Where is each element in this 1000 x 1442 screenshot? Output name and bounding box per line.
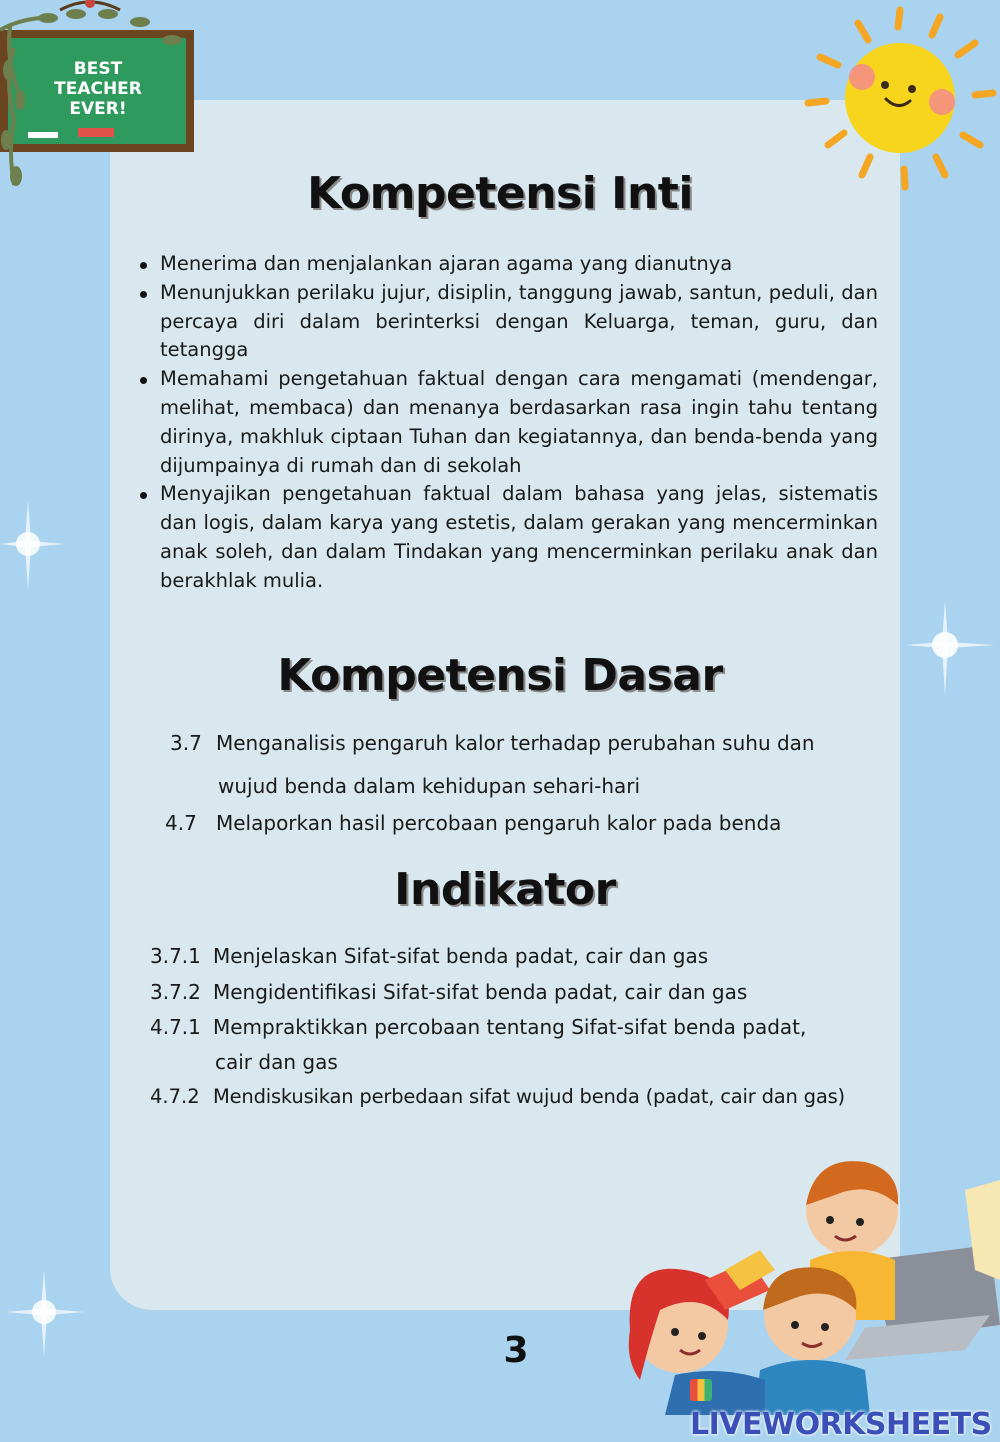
liveworksheets-icon — [690, 1379, 712, 1401]
indikator-text: Menjelaskan Sifat-sifat benda padat, cair dan gas — [213, 944, 709, 968]
list-item: Memahami pengetahuan faktual dengan cara mengamati (mendengar, melihat, membaca) dan menanya berdasarkan rasa ingin tahu tentang dirinya, makhluk ciptaan Tuhan dan kegiatannya, dan benda-benda yang dijumpainya di rumah dan di sekolah — [138, 365, 878, 480]
indikator-number: 3.7.1 — [150, 944, 201, 968]
sparkle-left-top-icon — [0, 495, 70, 595]
indikator-number: 4.7.2 — [150, 1085, 200, 1108]
list-item: Menerima dan menjalankan ajaran agama yang dianutnya — [138, 250, 878, 279]
kompetensi-inti-title: Kompetensi Inti — [307, 168, 693, 219]
indikator-text: Mempraktikkan percobaan tentang Sifat-sifat benda padat, — [213, 1015, 807, 1039]
indikator-title: Indikator — [394, 864, 616, 915]
kd-item-text: Menganalisis pengaruh kalor terhadap perubahan suhu dan — [216, 731, 815, 755]
board-line-3: EVER! — [69, 99, 127, 119]
indikator-number: 4.7.1 — [150, 1015, 201, 1039]
chalkboard-icon — [0, 0, 200, 195]
indikator-text-continued: cair dan gas — [215, 1050, 338, 1074]
kd-item-text: Melaporkan hasil percobaan pengaruh kalor pada benda — [216, 811, 782, 835]
board-line-2: TEACHER — [54, 79, 142, 99]
indikator-text: Mendiskusikan perbedaan sifat wujud benda (padat, cair dan gas) — [213, 1085, 845, 1108]
indikator-text: Mengidentifikasi Sifat-sifat benda padat, cair dan gas — [213, 980, 748, 1004]
kd-item-text-continued: wujud benda dalam kehidupan sehari-hari — [218, 774, 641, 798]
kd-item-number: 3.7 — [170, 731, 202, 755]
board-line-1: BEST — [73, 59, 123, 79]
page-number: 3 — [503, 1330, 529, 1371]
sun-icon — [800, 5, 1000, 195]
list-item: Menyajikan pengetahuan faktual dalam bahasa yang jelas, sistematis dan logis, dalam karya yang estetis, dalam gerakan yang mencerminkan anak soleh, dan dalam Tindakan yang mencerminkan perilaku anak dan berakhlak mulia. — [138, 480, 878, 595]
kompetensi-dasar-title: Kompetensi Dasar — [277, 650, 723, 701]
indikator-number: 3.7.2 — [150, 980, 201, 1004]
kompetensi-inti-list — [138, 250, 878, 596]
kd-item-number: 4.7 — [165, 811, 197, 835]
watermark-text: LIVEWORKSHEETS — [690, 1407, 992, 1442]
list-item: Menunjukkan perilaku jujur, disiplin, tanggung jawab, santun, peduli, dan percaya diri dalam berinterksi dengan Keluarga, teman, guru, dan tetangga — [138, 279, 878, 365]
watermark-logo — [690, 1372, 1000, 1442]
